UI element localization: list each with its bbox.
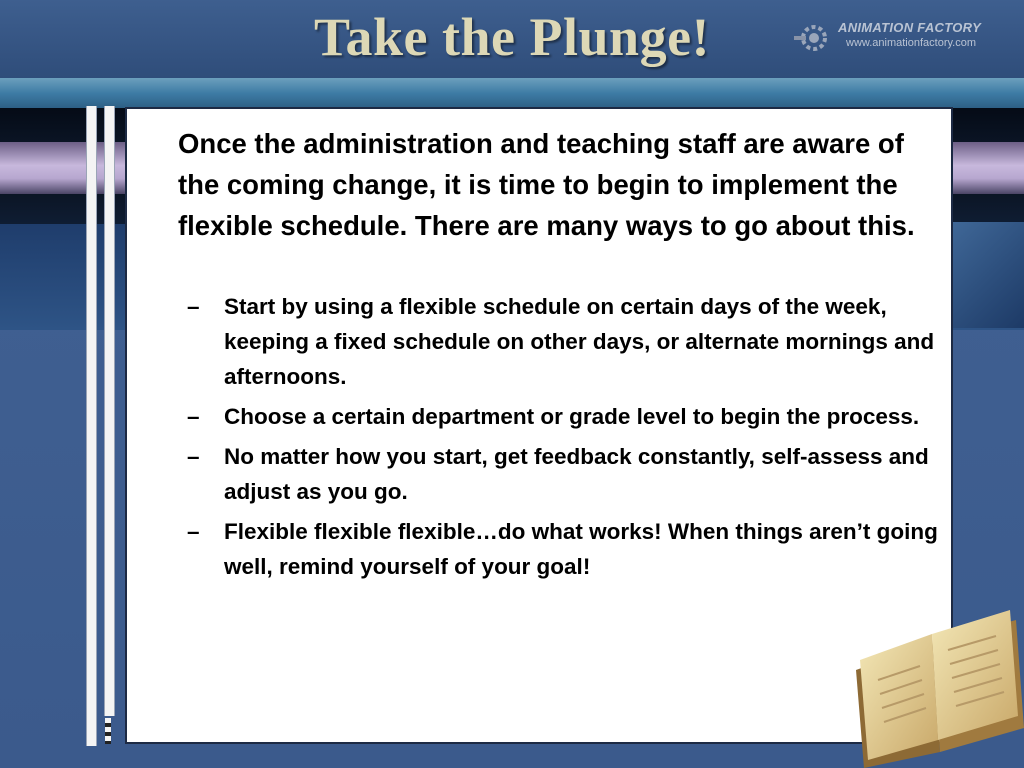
open-book-icon <box>848 600 1024 768</box>
decorative-dots <box>105 718 111 744</box>
gear-logo-icon <box>792 20 836 56</box>
bullet-text: Flexible flexible flexible…do what works! When things aren’t going well, remind yourself of your goal! <box>224 519 938 579</box>
logo-url: www.animationfactory.com <box>846 37 977 49</box>
bullet-list <box>187 289 947 589</box>
bullet-text: No matter how you start, get feedback constantly, self-assess and adjust as you go. <box>224 444 929 504</box>
decorative-vertical-bar-left <box>86 106 97 746</box>
bullet-text: Choose a certain department or grade level to begin the process. <box>224 404 920 429</box>
bullet-dash: – <box>187 519 200 544</box>
slide-title: Take the Plunge! <box>313 7 711 67</box>
list-item <box>187 514 947 584</box>
list-item <box>187 439 947 509</box>
logo-name: ANIMATION FACTORY <box>838 20 982 35</box>
bullet-text: Start by using a flexible schedule on certain days of the week, keeping a fixed schedule on other days, or alternate mornings and afternoons. <box>224 294 935 389</box>
content-panel <box>125 107 953 744</box>
list-item <box>187 399 947 434</box>
bullet-dash: – <box>187 404 200 429</box>
main-paragraph: Once the administration and teaching staff are aware of the coming change, it is time to begin to implement the flexible schedule. There are many ways to go about this. <box>178 128 915 241</box>
decorative-vertical-bar-right <box>104 106 115 716</box>
bullet-dash: – <box>187 444 200 469</box>
list-item <box>187 289 947 394</box>
bullet-dash: – <box>187 294 200 319</box>
decorative-stripe-teal <box>0 78 1024 108</box>
side-decoration <box>953 222 1024 328</box>
animation-factory-logo <box>792 18 1012 58</box>
